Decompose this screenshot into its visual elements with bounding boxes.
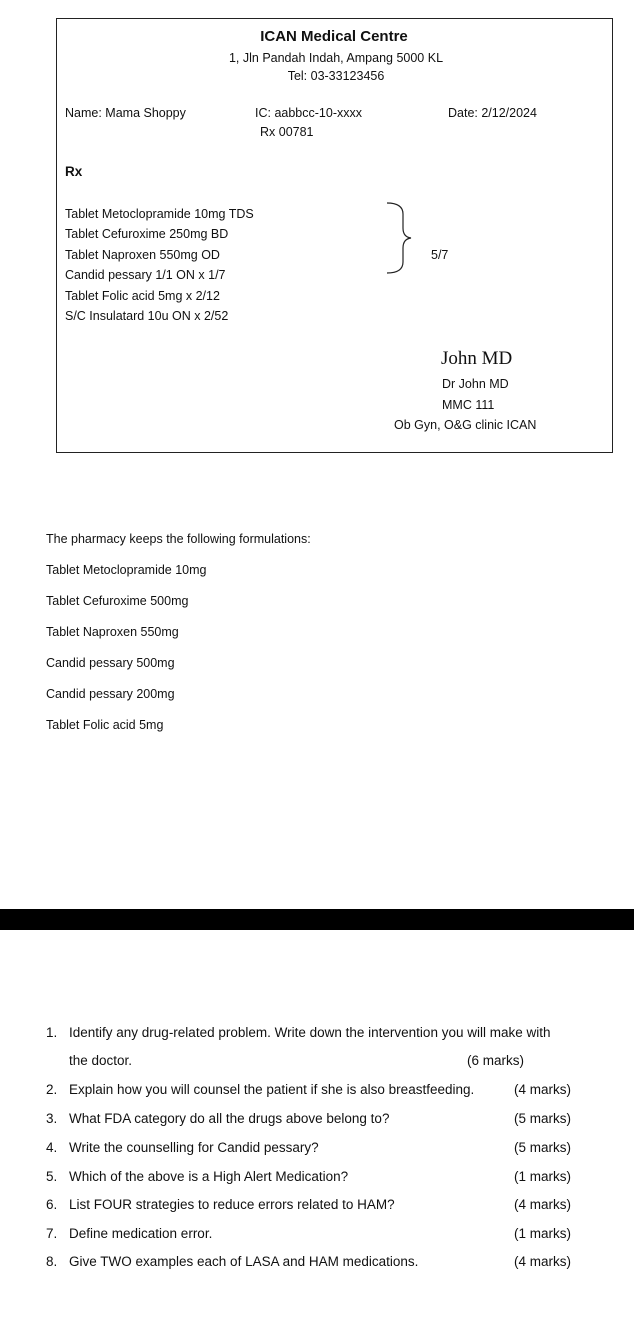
question-text: Write the counselling for Candid pessary? xyxy=(69,1140,319,1155)
question-number: 5. xyxy=(46,1169,58,1184)
formulation-item: Candid pessary 200mg xyxy=(46,687,175,701)
question-number: 7. xyxy=(46,1226,58,1241)
patient-name: Name: Mama Shoppy xyxy=(65,106,186,120)
rx-item: Tablet Cefuroxime 250mg BD xyxy=(65,227,229,241)
question-marks: (5 marks) xyxy=(514,1140,571,1155)
question-number: 2. xyxy=(46,1082,58,1097)
question-marks: (6 marks) xyxy=(467,1053,524,1068)
rx-item: Tablet Naproxen 550mg OD xyxy=(65,248,220,262)
question-text: Explain how you will counsel the patient if she is also breastfeeding. xyxy=(69,1082,475,1097)
rx-number: Rx 00781 xyxy=(260,125,314,139)
doctor-name: Dr John MD xyxy=(442,377,509,391)
question-marks: (4 marks) xyxy=(514,1082,571,1097)
patient-ic: IC: aabbcc-10-xxxx xyxy=(255,106,362,120)
rx-label: Rx xyxy=(65,164,83,179)
formulation-item: Candid pessary 500mg xyxy=(46,656,175,670)
question-text: What FDA category do all the drugs above belong to? xyxy=(69,1111,390,1126)
clinic-address: 1, Jln Pandah Indah, Ampang 5000 KL xyxy=(228,51,444,65)
question-text: Which of the above is a High Alert Medication? xyxy=(69,1169,349,1184)
question-marks: (1 marks) xyxy=(514,1169,571,1184)
question-text: Define medication error. xyxy=(69,1226,213,1241)
duration: 5/7 xyxy=(431,248,449,262)
doctor-mmc: MMC 111 xyxy=(442,398,495,412)
question-number: 3. xyxy=(46,1111,58,1126)
question-marks: (1 marks) xyxy=(514,1226,571,1241)
rx-item: Tablet Metoclopramide 10mg TDS xyxy=(65,207,254,221)
question-number: 8. xyxy=(46,1254,58,1269)
question-text: Give TWO examples each of LASA and HAM medications. xyxy=(69,1254,419,1269)
formulation-item: Tablet Naproxen 550mg xyxy=(46,625,179,639)
prescription-date: Date: 2/12/2024 xyxy=(448,106,537,120)
rx-item: S/C Insulatard 10u ON x 2/52 xyxy=(65,309,229,323)
question-text-continued: the doctor. xyxy=(69,1053,133,1068)
question-marks: (4 marks) xyxy=(514,1197,571,1212)
rx-item: Tablet Folic acid 5mg x 2/12 xyxy=(65,289,220,303)
doctor-signature: John MD xyxy=(441,348,513,369)
doctor-clinic: Ob Gyn, O&G clinic ICAN xyxy=(394,418,537,432)
formulation-item: Tablet Cefuroxime 500mg xyxy=(46,594,189,608)
pharmacy-intro: The pharmacy keeps the following formulations: xyxy=(46,532,311,546)
question-text: List FOUR strategies to reduce errors related to HAM? xyxy=(69,1197,395,1212)
question-number: 1. xyxy=(46,1025,58,1040)
question-text: Identify any drug-related problem. Write down the intervention you will make with xyxy=(69,1025,551,1040)
clinic-name: ICAN Medical Centre xyxy=(260,28,408,45)
formulation-item: Tablet Metoclopramide 10mg xyxy=(46,563,207,577)
page-separator xyxy=(0,909,634,930)
question-number: 6. xyxy=(46,1197,58,1212)
question-marks: (4 marks) xyxy=(514,1254,571,1269)
formulation-item: Tablet Folic acid 5mg xyxy=(46,718,164,732)
question-marks: (5 marks) xyxy=(514,1111,571,1126)
rx-item: Candid pessary 1/1 ON x 1/7 xyxy=(65,268,226,282)
question-number: 4. xyxy=(46,1140,58,1155)
curly-brace-icon xyxy=(383,200,423,276)
clinic-tel: Tel: 03-33123456 xyxy=(287,69,385,83)
